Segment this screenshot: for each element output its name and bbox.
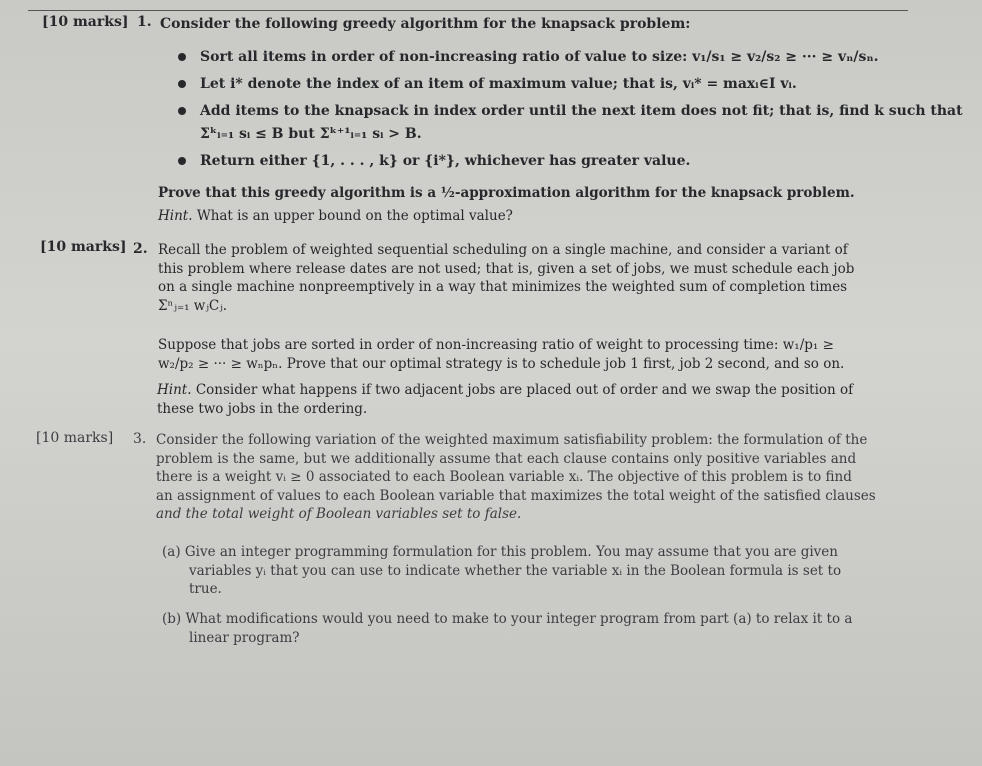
- text-line: (a) Give an integer programming formulation for this problem. You may assume that you are given: [162, 544, 838, 560]
- q1-bullet-text: Add items to the knapsack in index order until the next item does not fit; that is, find k such that: [200, 103, 963, 119]
- q1-bullet-text: Sort all items in order of non-increasing ratio of value to size: v₁/s₁ ≥ v₂/s₂ ≥ ··· ≥ vₙ/sₙ.: [200, 49, 879, 65]
- q2-suppose: [158, 336, 844, 373]
- text-line: true.: [189, 581, 222, 597]
- text-line: [157, 381, 853, 400]
- text-line: Σⁿⱼ₌₁ wⱼCⱼ.: [158, 297, 228, 314]
- q3-marks: [10 marks]: [36, 430, 114, 446]
- q3-number: 3.: [133, 431, 147, 447]
- bullet-dot: [178, 53, 186, 61]
- bullet-dot: [178, 157, 186, 165]
- q2-hint: [157, 381, 853, 418]
- hint-label: Hint.: [157, 382, 192, 398]
- hint-text: What is an upper bound on the optimal value?: [196, 208, 513, 224]
- text-line: Suppose that jobs are sorted in order of non-increasing ratio of weight to processing time: w₁/p₁ ≥: [158, 337, 834, 353]
- bullet-dot: [178, 107, 186, 115]
- q1-number: 1.: [137, 14, 152, 30]
- q2-marks: [10 marks]: [40, 239, 127, 255]
- q3-part-b: [162, 610, 852, 647]
- text-line: and the total weight of Boolean variables set to false.: [156, 506, 522, 522]
- q1-intro: Consider the following greedy algorithm for the knapsack problem:: [160, 16, 691, 32]
- q2-body: [158, 241, 854, 315]
- q1-hint: [158, 207, 513, 226]
- q2-number: 2.: [133, 241, 148, 257]
- text-line: variables yᵢ that you can use to indicate whether the variable xᵢ in the Boolean formula is set to: [189, 562, 842, 579]
- q1-bullet-4: [178, 151, 690, 171]
- text-line: an assignment of values to each Boolean variable that maximizes the total weight of the satisfied clauses: [156, 487, 876, 504]
- q3-part-a: [162, 543, 841, 599]
- hint-label: Hint.: [158, 208, 193, 224]
- q1-marks: [10 marks]: [42, 14, 129, 30]
- q3-body: [156, 431, 876, 524]
- q1-prove: Prove that this greedy algorithm is a ½-approximation algorithm for the knapsack problem.: [158, 185, 855, 201]
- q1-bullet-2: [178, 74, 797, 94]
- text-line: this problem where release dates are not used; that is, given a set of jobs, we must schedule each job: [158, 260, 855, 277]
- hint-text: Consider what happens if two adjacent jobs are placed out of order and we swap the position of: [195, 382, 854, 398]
- q1-bullet-text: Return either {1, . . . , k} or {i*}, whichever has greater value.: [200, 153, 691, 169]
- text-line: w₂/p₂ ≥ ··· ≥ wₙpₙ. Prove that our optimal strategy is to schedule job 1 first, job 2 second, and so on.: [158, 355, 845, 372]
- text-line: these two jobs in the ordering.: [157, 400, 368, 417]
- q1-bullet-1: [178, 47, 879, 67]
- text-line: problem is the same, but we additionally assume that each clause contains only positive variables and: [156, 450, 857, 467]
- text-line: linear program?: [189, 629, 300, 646]
- top-rule: [28, 10, 908, 11]
- text-line: Recall the problem of weighted sequential scheduling on a single machine, and consider a variant of: [158, 242, 848, 258]
- q1-bullet-3-cont: Σᵏᵢ₌₁ sᵢ ≤ B but Σᵏ⁺¹ᵢ₌₁ sᵢ > B.: [200, 126, 422, 142]
- text-line: there is a weight vᵢ ≥ 0 associated to each Boolean variable xᵢ. The objective of this problem is to find: [156, 469, 852, 485]
- text-line: on a single machine nonpreemptively in a way that minimizes the weighted sum of completion times: [158, 279, 848, 295]
- text-line: (b) What modifications would you need to make to your integer program from part (a) to relax it to a: [162, 611, 853, 627]
- text-line: Consider the following variation of the weighted maximum satisfiability problem: the formulation of the: [156, 432, 868, 448]
- bullet-dot: [178, 80, 186, 88]
- q1-bullet-text: Let i* denote the index of an item of maximum value; that is, vᵢ* = maxᵢ∈I vᵢ.: [200, 76, 797, 92]
- q1-bullet-3: [178, 101, 963, 121]
